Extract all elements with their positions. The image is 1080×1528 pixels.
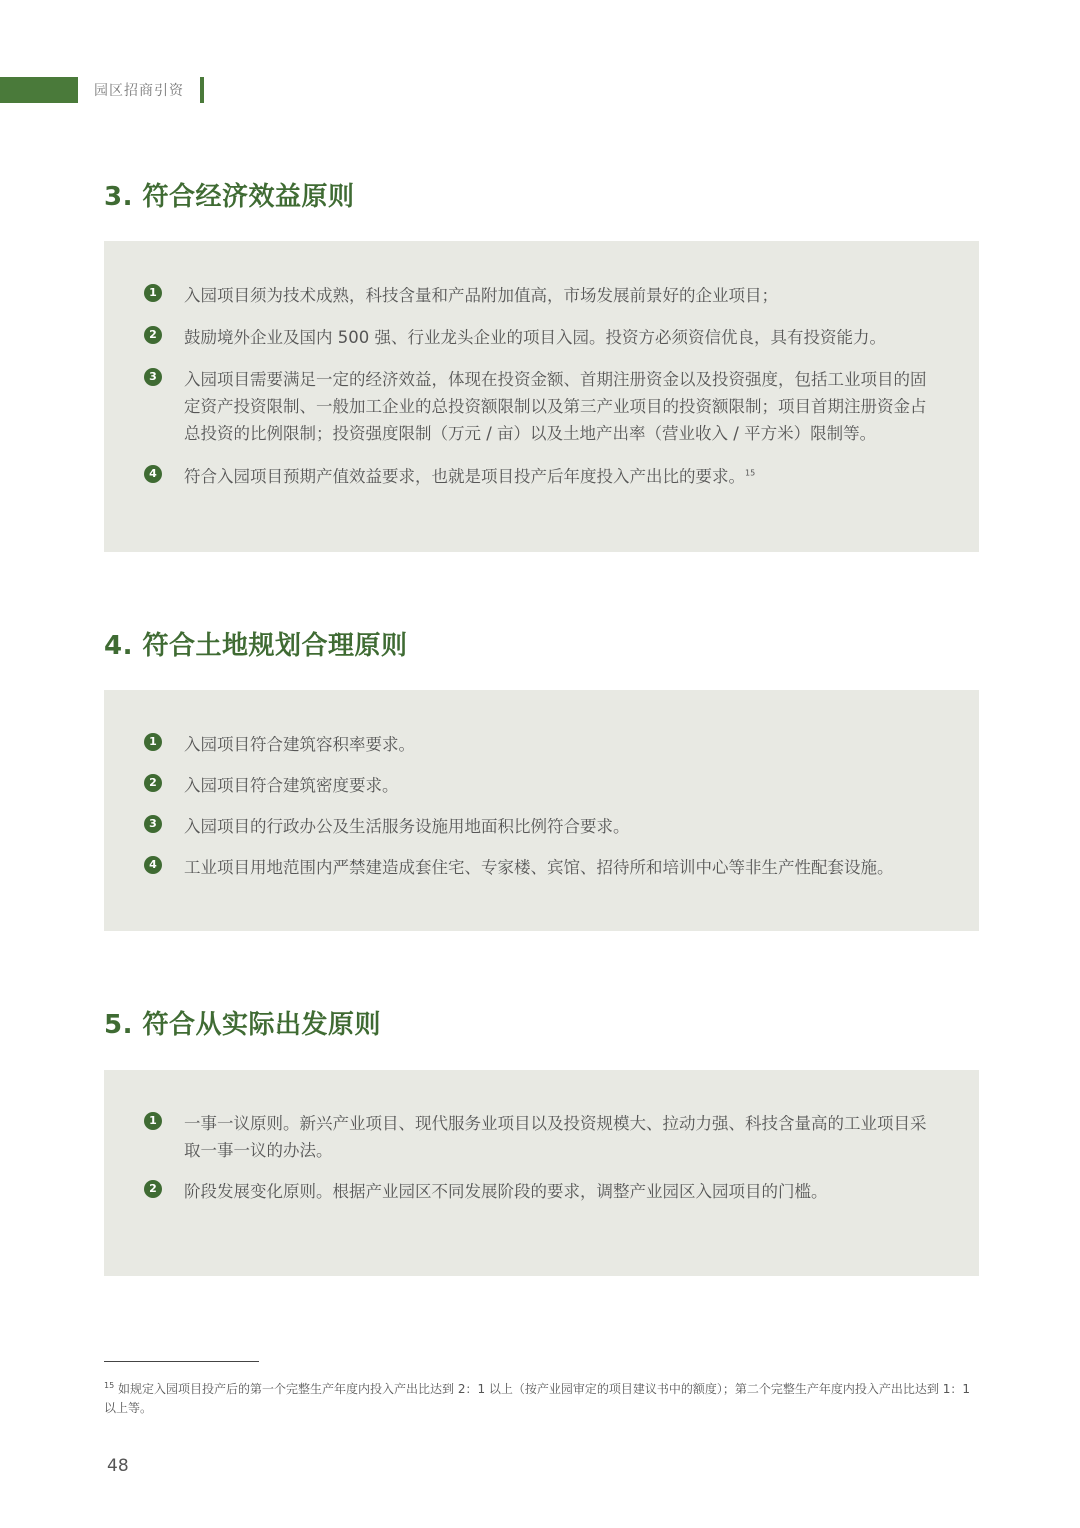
section-title-5: 5. 符合从实际出发原则 xyxy=(104,1010,382,1040)
section-box-3 xyxy=(104,241,979,552)
number-badge: 1 xyxy=(144,733,162,751)
list-item-text: 入园项目的行政办公及生活服务设施用地面积比例符合要求。 xyxy=(184,817,630,836)
number-badge: 2 xyxy=(144,1180,162,1198)
list-item-text: 一事一议原则。新兴产业项目、现代服务业项目以及投资规模大、拉动力强、科技含量高的工业项目采取一事一议的办法。 xyxy=(184,1114,927,1160)
number-badge: 3 xyxy=(144,368,162,386)
section-title-4: 4. 符合土地规划合理原则 xyxy=(104,631,408,661)
page-number: 48 xyxy=(107,1456,129,1476)
running-header-title: 园区招商引资 xyxy=(94,83,184,99)
list-item xyxy=(144,813,941,840)
section-box-4 xyxy=(104,690,979,931)
section-title-3: 3. 符合经济效益原则 xyxy=(104,182,355,212)
list-item xyxy=(144,366,941,447)
header-divider xyxy=(200,77,204,103)
list-item xyxy=(144,1178,941,1205)
list-item xyxy=(144,324,941,351)
list-item xyxy=(144,1110,941,1164)
number-badge: 1 xyxy=(144,1112,162,1130)
list-item-text: 入园项目需要满足一定的经济效益，体现在投资金额、首期注册资金以及投资强度，包括工业项目的固定资产投资限制、一般加工企业的总投资额限制以及第三产业项目的投资额限制；项目首期注册资金占总投资的比例限制；投资强度限制（万元 / 亩）以及土地产出率（营业收入 / 平方米）限制等。 xyxy=(184,370,927,443)
footnote-text: 如规定入园项目投产后的第一个完整生产年度内投入产出比达到 2：1 以上（按产业园审定的项目建议书中的额度）；第二个完整生产年度内投入产出比达到 1：1 以上等。 xyxy=(104,1382,971,1415)
list-item-text xyxy=(184,463,941,490)
list-item xyxy=(144,731,941,758)
footnote-reference[interactable]: 15 xyxy=(745,468,756,478)
number-badge: 2 xyxy=(144,774,162,792)
section-box-5 xyxy=(104,1070,979,1276)
list-item xyxy=(144,463,941,490)
list-item-text: 鼓励境外企业及国内 500 强、行业龙头企业的项目入园。投资方必须资信优良，具有投资能力。 xyxy=(184,328,886,347)
list-item xyxy=(144,282,941,309)
list-item-text: 工业项目用地范围内严禁建造成套住宅、专家楼、宾馆、招待所和培训中心等非生产性配套设施。 xyxy=(184,858,894,877)
header-accent-bar xyxy=(0,77,78,103)
number-badge: 4 xyxy=(144,856,162,874)
number-badge: 3 xyxy=(144,815,162,833)
footnote-rule xyxy=(104,1361,259,1362)
footnote xyxy=(104,1380,984,1418)
footnote-marker: 15 xyxy=(104,1381,115,1390)
list-item-text: 入园项目符合建筑密度要求。 xyxy=(184,776,399,795)
list-item-text: 入园项目须为技术成熟，科技含量和产品附加值高，市场发展前景好的企业项目； xyxy=(184,286,778,305)
number-badge: 1 xyxy=(144,284,162,302)
list-item xyxy=(144,854,941,881)
list-item-text: 阶段发展变化原则。根据产业园区不同发展阶段的要求，调整产业园区入园项目的门槛。 xyxy=(184,1182,828,1201)
list-item-text-body: 符合入园项目预期产值效益要求，也就是项目投产后年度投入产出比的要求。 xyxy=(184,467,745,486)
number-badge: 4 xyxy=(144,465,162,483)
list-item xyxy=(144,772,941,799)
number-badge: 2 xyxy=(144,326,162,344)
list-item-text: 入园项目符合建筑容积率要求。 xyxy=(184,735,415,754)
